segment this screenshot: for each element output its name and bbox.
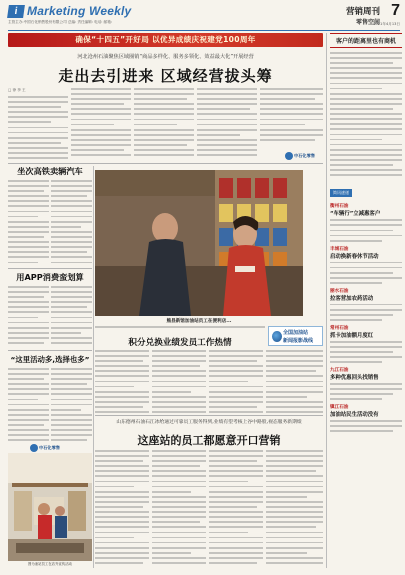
- rail-headline: 客户的距离里也有商机: [330, 33, 402, 48]
- banner-text: 确保“十四五”开好局 以优异成绩庆祝建党100周年: [75, 35, 256, 44]
- text-block: [71, 88, 131, 156]
- brand-tag-2: [30, 444, 68, 453]
- rail-item-1-title: 衡州石油: [330, 204, 349, 210]
- section-rule: [8, 163, 323, 164]
- badge-line-2: 新闻报影战线: [283, 338, 314, 344]
- rail-item-3-subtitle: 拉客营加农药活动: [330, 295, 374, 302]
- text-block: [330, 341, 402, 363]
- text-block: [209, 450, 263, 564]
- masthead-subline: 主管主办:中国石化销售股份有限公司 总编: 责任编辑: 电话: 邮箱:: [8, 20, 113, 24]
- news-flash-tag: 简讯速递: [330, 189, 352, 197]
- right-rail: [330, 33, 402, 570]
- text-block: [134, 88, 194, 156]
- masthead-rule: [8, 30, 400, 31]
- quote-col-2: [51, 368, 92, 446]
- text-block: [330, 262, 402, 284]
- taxi-col-1: [8, 180, 49, 266]
- text-block: [51, 180, 92, 263]
- photo-byline-area: [95, 326, 265, 334]
- points-col-4: [266, 350, 323, 414]
- app-col-2: [51, 286, 92, 348]
- lead-kicker: 河北沧州石油聚焦区域圈销“商品多样化、服务多领化、效益最大化”开展经营: [77, 54, 254, 60]
- text-block: [152, 450, 206, 564]
- text-block: [51, 368, 92, 441]
- rail-item-6-title: 镇江石油: [330, 405, 349, 411]
- text-block: [152, 350, 206, 413]
- week-label: 营销周刊: [345, 7, 380, 17]
- bottom-col-2: [152, 450, 206, 568]
- rail-item-3-title: 丽水石油: [330, 288, 349, 294]
- text-block: [51, 286, 92, 344]
- rail-item-1-subtitle: “车辆行”立减惠客户: [330, 211, 381, 218]
- store-photo: [8, 453, 92, 561]
- lead-col-4: [197, 88, 257, 160]
- main-photo: [95, 170, 303, 316]
- bottom-col-3: [209, 450, 263, 568]
- text-block: [330, 219, 402, 241]
- rail-item-6-subtitle: 加油站民生活动没有: [330, 412, 379, 419]
- text-block: [330, 52, 402, 176]
- lead-byline: □ 徐 李 王: [8, 88, 26, 92]
- text-block: [197, 88, 257, 156]
- points-col-2: [152, 350, 206, 414]
- rail-item-2-title: 丰城石油: [330, 246, 349, 252]
- text-block: [330, 420, 402, 432]
- badge-line-1: 全国加油站: [283, 330, 309, 336]
- text-block: [260, 88, 323, 141]
- taxi-col-2: [51, 180, 92, 266]
- rail-item-5-subtitle: 多种优惠回头找销售: [330, 374, 379, 381]
- text-block: [8, 368, 49, 441]
- points-col-1: [95, 350, 149, 414]
- main-photo-caption: 熊县新馆加油站员工在便利店...: [166, 319, 232, 324]
- brand-tag-label: 中石化零售: [294, 153, 315, 158]
- brand-tag-1: [285, 152, 323, 161]
- section-rule: [95, 415, 323, 416]
- rail-item-5-title: 九江石油: [330, 367, 349, 373]
- page-number: 7: [391, 2, 400, 19]
- quote-headline: “这里活动多,选择也多”: [10, 355, 90, 364]
- points-headline: 积分兑换业绩发员工作热情: [128, 338, 232, 348]
- text-block: [95, 450, 149, 564]
- lead-col-3: [134, 88, 194, 160]
- lead-col-5: [260, 88, 323, 148]
- text-block: [95, 326, 265, 328]
- text-block: [330, 383, 402, 400]
- bottom-col-1: [95, 450, 149, 568]
- masthead: [8, 4, 400, 28]
- text-block: [8, 96, 68, 159]
- masthead-logo-icon: i: [7, 5, 25, 18]
- brand-tag-label: 中石化零售: [39, 445, 60, 450]
- column-rule: [93, 166, 94, 568]
- section-rule: [8, 268, 92, 269]
- globe-icon: [272, 331, 282, 342]
- app-headline: 用APP消费蛮划算: [16, 272, 84, 282]
- points-col-3: [209, 350, 263, 414]
- rail-item-4-subtitle: 抓卡加油额月度红: [330, 332, 374, 339]
- sinopec-logo-icon: [285, 152, 293, 160]
- store-photo-caption: 图为油站员工在店外宣传活动: [27, 562, 73, 566]
- rail-item-2-subtitle: 启动换新春休节活动: [330, 253, 379, 260]
- rail-item-4-title: 常州石油: [330, 325, 349, 331]
- lead-headline: 走出去引进来 区域经营拔头筹: [58, 67, 273, 85]
- red-banner: [8, 33, 323, 47]
- taxi-headline: 坐次高铁卖辆汽车: [17, 166, 83, 176]
- text-block: [209, 350, 263, 413]
- text-block: [95, 350, 149, 413]
- section-label: 零售空间: [355, 19, 380, 26]
- text-block: [8, 180, 49, 263]
- quote-col-1: [8, 368, 49, 446]
- news-badge: [268, 326, 323, 346]
- bottom-headline: 这座站的员工都愿意开口营销: [137, 434, 281, 447]
- text-block: [8, 286, 49, 344]
- issue-date: 2021年4月13日: [373, 22, 400, 26]
- section-rule: [8, 350, 92, 351]
- bottom-col-4: [266, 450, 323, 568]
- lead-col-2: [71, 88, 131, 160]
- text-block: [330, 304, 402, 321]
- lead-col-1: [8, 88, 68, 160]
- bottom-kicker: 山东德州石油石江冰给通过可靠员工服务得到,业绩有望考核上谷中路股,视态服务新期绩: [116, 420, 302, 425]
- text-block: [266, 450, 323, 564]
- text-block: [266, 350, 323, 413]
- sinopec-logo-icon: [30, 444, 38, 452]
- column-rule: [326, 33, 327, 568]
- masthead-title: Marketing Weekly: [27, 4, 132, 18]
- app-col-1: [8, 286, 49, 348]
